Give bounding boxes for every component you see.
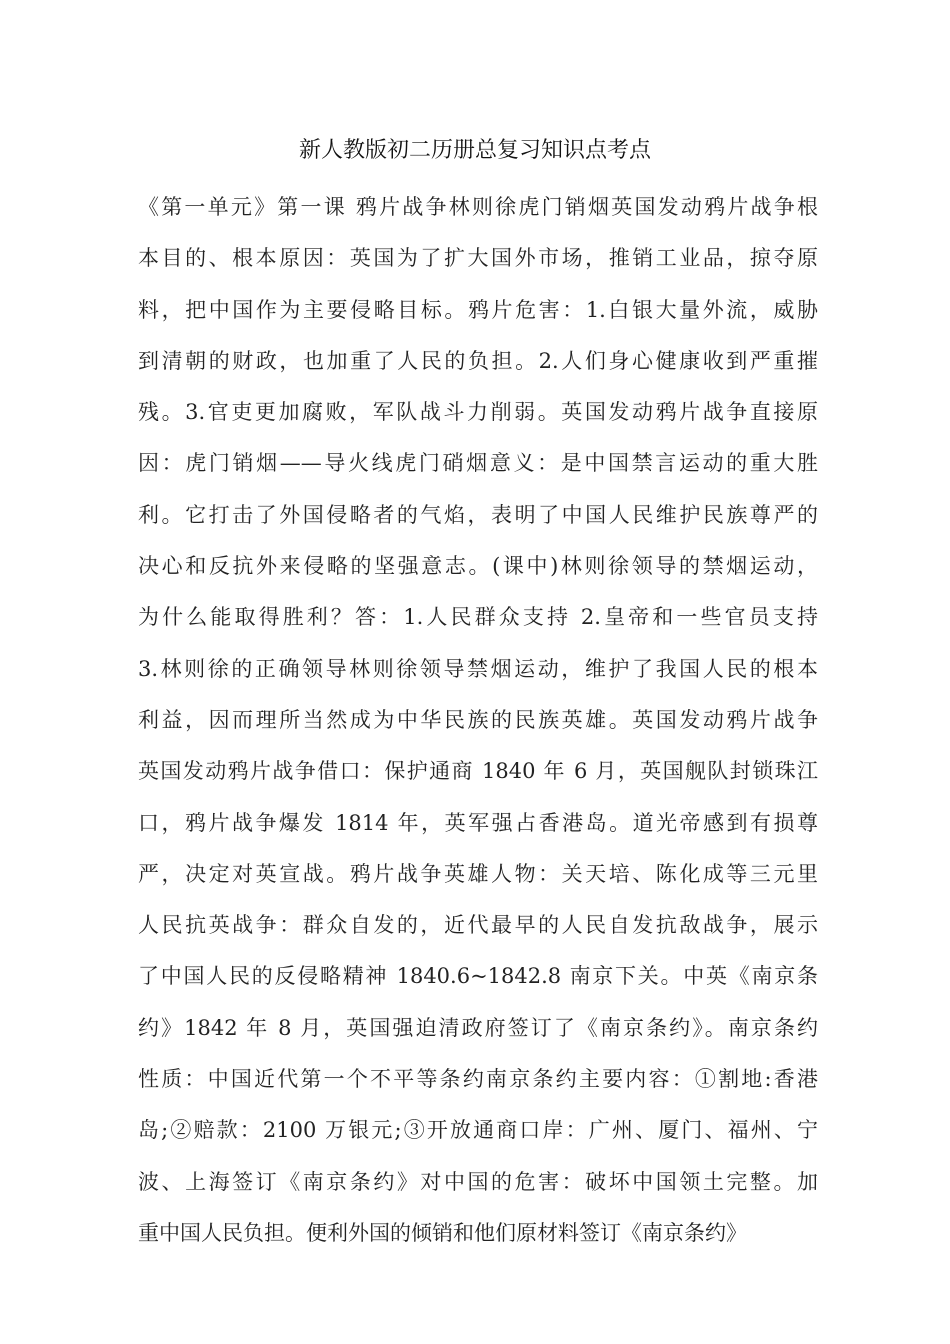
body-line: 料，把中国作为主要侵略目标。鸦片危害：1.白银大量外流，威胁 [138,297,818,322]
body-line: 口，鸦片战争爆发 1814 年，英军强占香港岛。道光帝感到有损尊 [138,810,818,835]
body-line: 本目的、根本原因：英国为了扩大国外市场，推销工业品，掠夺原 [138,246,818,271]
body-line: 英国发动鸦片战争借口：保护通商 1840 年 6 月，英国舰队封锁珠江 [138,759,818,784]
document-title: 新人教版初二历册总复习知识点考点 [298,138,651,163]
body-line: 波、上海签订《南京条约》对中国的危害：破坏中国领土完整。加 [138,1169,818,1194]
body-line: 利。它打击了外国侵略者的气焰，表明了中国人民维护民族尊严的 [138,502,818,527]
body-line: 残。3.官吏更加腐败，军队战斗力削弱。英国发动鸦片战争直接原 [138,400,818,425]
body-line: 严，决定对英宣战。鸦片战争英雄人物：关天培、陈化成等三元里 [138,861,818,886]
body-line: 岛;②赔款：2100 万银元;③开放通商口岸：广州、厦门、福州、宁 [138,1118,818,1143]
body-line: 《第一单元》第一课 鸦片战争林则徐虎门销烟英国发动鸦片战争根 [138,195,818,219]
body-line: 因：虎门销烟——导火线虎门硝烟意义：是中国禁言运动的重大胜 [138,451,818,476]
body-line: 约》1842 年 8 月，英国强迫清政府签订了《南京条约》。南京条约 [138,1015,818,1040]
body-line: 重中国人民负担。便利外国的倾销和他们原材料签订《南京条约》 [138,1220,747,1245]
body-line: 决心和反抗外来侵略的坚强意志。(课中)林则徐领导的禁烟运动， [138,554,818,579]
body-line: 了中国人民的反侵略精神 1840.6~1842.8 南京下关。中英《南京条 [138,964,818,989]
body-line: 人民抗英战争：群众自发的，近代最早的人民自发抗敌战争，展示 [138,913,818,938]
body-line: 性质：中国近代第一个不平等条约南京条约主要内容：①割地:香港 [138,1067,818,1092]
body-line: 到清朝的财政，也加重了人民的负担。2.人们身心健康收到严重摧 [138,348,818,373]
document-body [138,182,818,1259]
body-line: 3.林则徐的正确领导林则徐领导禁烟运动，维护了我国人民的根本 [138,656,818,681]
body-line: 为什么能取得胜利？答：1.人民群众支持 2.皇帝和一些官员支持 [138,605,818,630]
body-line: 利益，因而理所当然成为中华民族的民族英雄。英国发动鸦片战争 [138,707,818,732]
